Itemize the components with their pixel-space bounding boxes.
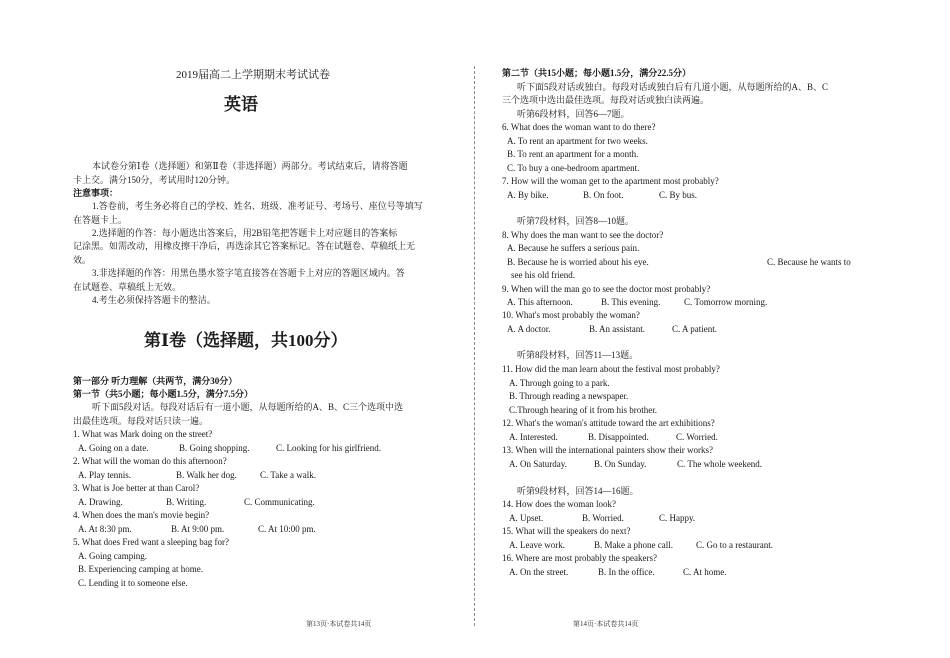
- q3-option-a: A. Drawing.: [78, 497, 123, 507]
- notice-line-4: 记涂黑。如需改动，用橡皮擦干净后，再选涂其它答案标记。答在试题卷、草稿纸上无: [73, 241, 416, 251]
- q14-option-b: B. Worried.: [582, 513, 624, 523]
- q1-option-a: A. Going on a date.: [78, 443, 149, 453]
- q6-option-b: B. To rent an apartment for a month.: [507, 149, 639, 159]
- q11-option-c: C.Through hearing of it from his brother.: [509, 405, 657, 415]
- q2-option-c: C. Take a walk.: [260, 470, 316, 480]
- q7-option-b: B. On foot.: [583, 190, 624, 200]
- question-5: 5. What does Fred want a sleeping bag for?: [73, 537, 230, 547]
- q8-option-b: B. Because he is worried about his eye.: [507, 257, 649, 267]
- q6-option-a: A. To rent an apartment for two weeks.: [507, 136, 648, 146]
- question-9: 9. When will the man go to see the doctor most probably?: [502, 284, 711, 294]
- q12-option-b: B. Disappointed.: [588, 432, 649, 442]
- question-7: 7. How will the woman get to the apartment most probably?: [502, 176, 719, 186]
- left-page-footer: 第13页·本试卷共14页: [306, 620, 372, 628]
- question-3: 3. What is Joe better at than Carol?: [73, 483, 200, 493]
- q4-option-a: A. At 8:30 pm.: [78, 524, 132, 534]
- volume-title: 第Ⅰ卷（选择题，共100分）: [144, 331, 348, 350]
- q8-option-c-continued: see his old friend.: [511, 270, 575, 280]
- q2-option-b: B. Walk her dog.: [176, 470, 237, 480]
- q4-option-c: C. At 10:00 pm.: [258, 524, 316, 534]
- q3-option-c: C. Communicating.: [244, 497, 315, 507]
- q5-option-c: C. Lending it to someone else.: [78, 578, 188, 588]
- q12-option-a: A. Interested.: [509, 432, 558, 442]
- q13-option-a: A. On Saturday.: [509, 459, 567, 469]
- notice-line-6: 3.非选择题的作答：用黑色墨水签字笔直接答在答题卡上对应的答题区域内。答: [92, 268, 405, 278]
- q16-option-a: A. On the street.: [509, 567, 569, 577]
- q8-option-a: A. Because he suffers a serious pain.: [507, 243, 640, 253]
- q4-option-b: B. At 9:00 pm.: [171, 524, 225, 534]
- notice-line-7: 在试题卷、草稿纸上无效。: [73, 282, 182, 292]
- q13-option-c: C. The whole weekend.: [677, 459, 763, 469]
- q10-option-a: A. A doctor.: [507, 324, 551, 334]
- q2-option-a: A. Play tennis.: [78, 470, 131, 480]
- question-2: 2. What will the woman do this afternoon?: [73, 456, 227, 466]
- question-13: 13. When will the international painters show their works?: [502, 445, 714, 455]
- section2-title: 第二节（共15小题；每小题1.5分，满分22.5分）: [502, 68, 692, 78]
- q7-option-a: A. By bike.: [507, 190, 549, 200]
- subject-title: 英语: [224, 95, 258, 114]
- q8-option-c: C. Because he wants to: [767, 257, 851, 267]
- section1-title: 第一节（共5小题；每小题1.5分，满分7.5分）: [73, 389, 254, 399]
- question-8: 8. Why does the man want to see the doctor?: [502, 230, 664, 240]
- section1-instruction-2: 出最佳选项。每段对话只读一遍。: [73, 416, 209, 426]
- question-12: 12. What's the woman's attitude toward the art exhibitions?: [502, 418, 715, 428]
- question-4: 4. When does the man's movie begin?: [73, 510, 210, 520]
- question-11: 11. How did the man learn about the festival most probably?: [502, 364, 720, 374]
- notice-line-2: 在答题卡上。: [73, 215, 128, 225]
- section2-instruction-2: 三个选项中选出最佳选项。每段对话或独白读两遍。: [502, 95, 710, 105]
- q15-option-a: A. Leave work.: [509, 540, 565, 550]
- q5-option-a: A. Going camping.: [78, 551, 147, 561]
- material-6-label: 听第6段材料，回答6—7题。: [517, 109, 630, 119]
- q11-option-b: B. Through reading a newspaper.: [509, 391, 629, 401]
- question-6: 6. What does the woman want to do there?: [502, 122, 656, 132]
- question-10: 10. What's most probably the woman?: [502, 310, 640, 320]
- q14-option-c: C. Happy.: [659, 513, 696, 523]
- question-15: 15. What will the speakers do next?: [502, 526, 631, 536]
- q11-option-a: A. Through going to a park.: [509, 378, 610, 388]
- q1-option-c: C. Looking for his girlfriend.: [276, 443, 381, 453]
- intro-line-1: 本试卷分第Ⅰ卷（选择题）和第Ⅱ卷（非选择题）两部分。考试结束后，请将答题: [92, 161, 408, 171]
- q15-option-c: C. Go to a restaurant.: [696, 540, 773, 550]
- q7-option-c: C. By bus.: [659, 190, 698, 200]
- intro-line-2: 卡上交。满分150分，考试用时120分钟。: [73, 175, 236, 185]
- q9-option-c: C. Tomorrow morning.: [684, 297, 768, 307]
- q3-option-b: B. Writing.: [166, 497, 207, 507]
- q15-option-b: B. Make a phone call.: [594, 540, 673, 550]
- material-7-label: 听第7段材料，回答8—10题。: [517, 216, 635, 226]
- notice-line-8: 4.考生必须保持答题卡的整洁。: [92, 295, 216, 305]
- q6-option-c: C. To buy a one-bedroom apartment.: [507, 163, 640, 173]
- q5-option-b: B. Experiencing camping at home.: [78, 564, 203, 574]
- q9-option-a: A. This afternoon.: [507, 297, 573, 307]
- right-page-footer: 第14页·本试卷共14页: [573, 620, 639, 628]
- question-14: 14. How does the woman look?: [502, 499, 616, 509]
- question-16: 16. Where are most probably the speakers?: [502, 553, 658, 563]
- material-8-label: 听第8段材料，回答11—13题。: [517, 350, 639, 360]
- exam-title: 2019届高二上学期期末考试试卷: [176, 69, 330, 81]
- q13-option-b: B. On Sunday.: [594, 459, 647, 469]
- q1-option-b: B. Going shopping.: [179, 443, 250, 453]
- q9-option-b: B. This evening.: [601, 297, 661, 307]
- notice-line-5: 效。: [73, 255, 92, 265]
- page-divider: [474, 66, 475, 626]
- material-9-label: 听第9段材料，回答14—16题。: [517, 486, 639, 496]
- section2-instruction-1: 听下面5段对话或独白。每段对话或独白后有几道小题，从每题所给的A、B、C: [517, 82, 829, 92]
- section1-instruction-1: 听下面5段对话。每段对话后有一道小题，从每题所给的A、B、C三个选项中选: [92, 402, 404, 412]
- notice-title: 注意事项：: [73, 188, 119, 198]
- q14-option-a: A. Upset.: [509, 513, 544, 523]
- q10-option-b: B. An assistant.: [589, 324, 646, 334]
- q10-option-c: C. A patient.: [672, 324, 717, 334]
- q12-option-c: C. Worried.: [676, 432, 718, 442]
- q16-option-c: C. At home.: [683, 567, 727, 577]
- q16-option-b: B. In the office.: [598, 567, 655, 577]
- question-1: 1. What was Mark doing on the street?: [73, 429, 213, 439]
- notice-line-1: 1.答卷前，考生务必将自己的学校、姓名、班级、准考证号、考场号、座位号等填写: [92, 201, 423, 211]
- notice-line-3: 2.选择题的作答：每小题选出答案后，用2B铅笔把答题卡上对应题目的答案标: [92, 228, 398, 238]
- part1-title: 第一部分 听力理解（共两节，满分30分）: [73, 376, 238, 386]
